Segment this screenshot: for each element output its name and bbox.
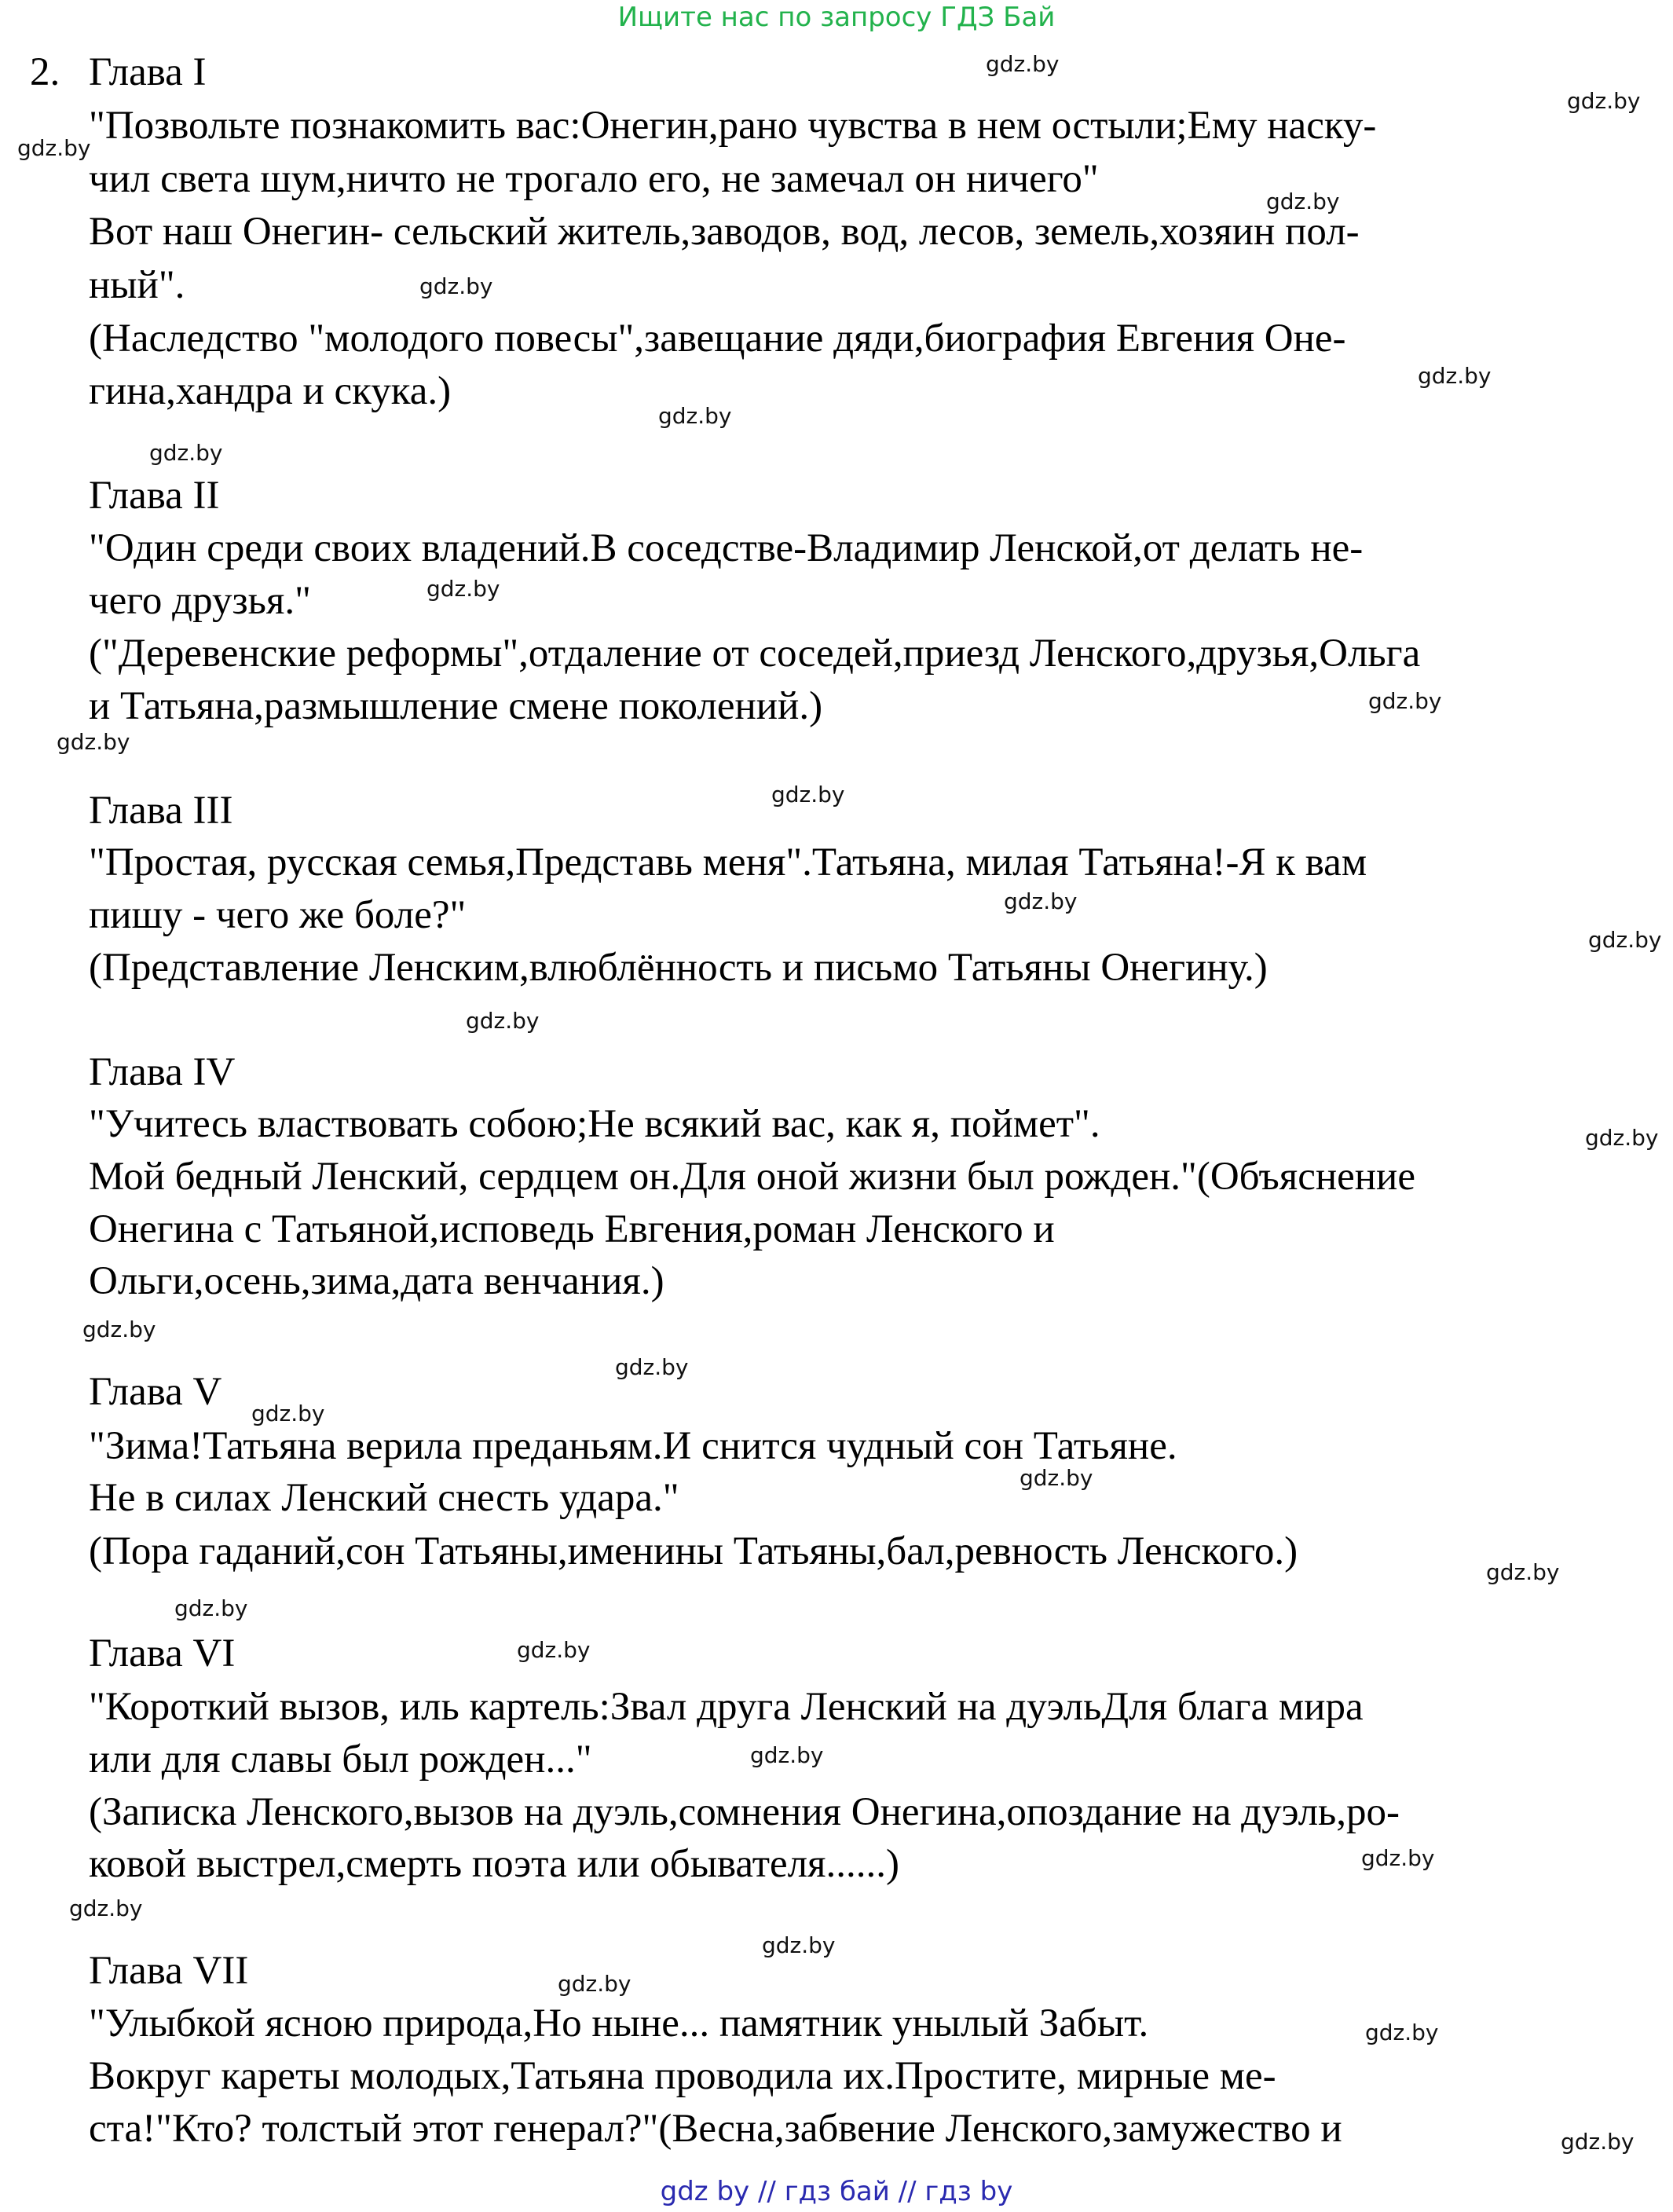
watermark: gdz.by bbox=[57, 729, 130, 755]
text-line: "Короткий вызов, иль картель:Звал друга Ленский на дуэльДля блага мира bbox=[89, 1685, 1364, 1729]
task-number: 2. bbox=[30, 50, 60, 94]
text-line: гина,хандра и скука.) bbox=[89, 369, 452, 413]
text-line: Ольги,осень,зима,дата венчания.) bbox=[89, 1259, 664, 1303]
watermark: gdz.by bbox=[1361, 1845, 1435, 1871]
text-line: (Пора гаданий,сон Татьяны,именины Татьяны,бал,ревность Ленского.) bbox=[89, 1529, 1298, 1573]
watermark: gdz.by bbox=[149, 440, 223, 466]
text-line: (Записка Ленского,вызов на дуэль,сомнения Онегина,опоздание на дуэль,ро- bbox=[89, 1790, 1400, 1834]
watermark: gdz.by bbox=[82, 1317, 156, 1342]
text-line: Вот наш Онегин- сельский житель,заводов, вод, лесов, земель,хозяин пол- bbox=[89, 210, 1360, 254]
text-line: "Позвольте познакомить вас:Онегин,рано чувства в нем остыли;Ему наску- bbox=[89, 104, 1377, 148]
watermark: gdz.by bbox=[1020, 1465, 1093, 1491]
watermark: gdz.by bbox=[558, 1971, 631, 1997]
watermark: gdz.by bbox=[762, 1932, 836, 1958]
watermark: gdz.by bbox=[1486, 1559, 1560, 1585]
watermark: gdz.by bbox=[1418, 363, 1492, 389]
text-line: "Простая, русская семья,Представь меня".Татьяна, милая Татьяна!-Я к вам bbox=[89, 840, 1367, 884]
watermark: gdz.by bbox=[1585, 1125, 1659, 1151]
watermark: gdz.by bbox=[771, 782, 845, 808]
text-line: "Улыбкой ясною природа,Но ныне... памятник унылый Забыт. bbox=[89, 2001, 1149, 2045]
text-line: ковой выстрел,смерть поэта или обывателя......) bbox=[89, 1842, 900, 1886]
watermark: gdz.by bbox=[1365, 2020, 1439, 2045]
text-line: и Татьяна,размышление смене поколений.) bbox=[89, 684, 823, 728]
text-line: Мой бедный Ленский, сердцем он.Для оной жизни был рожден."(Объяснение bbox=[89, 1155, 1415, 1199]
chapter-5-heading: Глава V bbox=[89, 1370, 222, 1414]
watermark: gdz.by bbox=[750, 1742, 824, 1768]
watermark: gdz.by bbox=[658, 403, 732, 429]
watermark: gdz.by bbox=[1567, 88, 1641, 114]
watermark: gdz.by bbox=[251, 1401, 325, 1426]
text-line: "Зима!Татьяна верила преданьям.И снится чудный сон Татьяне. bbox=[89, 1424, 1177, 1468]
watermark: gdz.by bbox=[1368, 688, 1442, 714]
site-footer[interactable]: gdz by // гдз бай // гдз by bbox=[660, 2176, 1013, 2207]
chapter-3-heading: Глава III bbox=[89, 789, 233, 833]
watermark: gdz.by bbox=[615, 1354, 689, 1380]
watermark: gdz.by bbox=[17, 135, 91, 161]
text-line: "Учитесь властвовать собою;Не всякий вас, как я, поймет". bbox=[89, 1102, 1100, 1146]
chapter-2-heading: Глава II bbox=[89, 474, 220, 518]
chapter-6-heading: Глава VI bbox=[89, 1632, 236, 1675]
watermark: gdz.by bbox=[419, 273, 493, 299]
text-line: чил света шум,ничто не трогало его, не замечал он ничего" bbox=[89, 157, 1099, 201]
watermark: gdz.by bbox=[517, 1637, 591, 1663]
watermark: gdz.by bbox=[1004, 888, 1078, 914]
watermark: gdz.by bbox=[1561, 2129, 1635, 2155]
text-line: или для славы был рожден..." bbox=[89, 1738, 592, 1782]
watermark: gdz.by bbox=[69, 1895, 143, 1921]
text-line: пишу - чего же боле?" bbox=[89, 893, 467, 937]
chapter-7-heading: Глава VII bbox=[89, 1949, 249, 1993]
text-line: Онегина с Татьяной,исповедь Евгения,роман Ленского и bbox=[89, 1207, 1055, 1251]
text-line: (Представление Ленским,влюблённость и письмо Татьяны Онегину.) bbox=[89, 946, 1268, 990]
watermark: gdz.by bbox=[986, 51, 1060, 77]
text-line: Вокруг кареты молодых,Татьяна проводила их.Простите, мирные ме- bbox=[89, 2054, 1276, 2098]
text-line: ный". bbox=[89, 263, 185, 307]
watermark: gdz.by bbox=[1266, 189, 1340, 214]
watermark: gdz.by bbox=[426, 576, 500, 602]
text-line: ("Деревенские реформы",отдаление от соседей,приезд Ленского,друзья,Ольга bbox=[89, 632, 1421, 676]
chapter-4-heading: Глава IV bbox=[89, 1050, 236, 1094]
site-banner[interactable]: Ищите нас по запросу ГДЗ Бай bbox=[617, 2, 1056, 33]
text-line: чего друзья." bbox=[89, 579, 311, 623]
text-line: "Один среди своих владений.В соседстве-Владимир Ленской,от делать не- bbox=[89, 526, 1364, 570]
chapter-1-heading: Глава I bbox=[89, 50, 207, 94]
watermark: gdz.by bbox=[1588, 927, 1662, 953]
text-line: (Наследство "молодого повесы",завещание дяди,биография Евгения Оне- bbox=[89, 317, 1346, 361]
text-line: ста!"Кто? толстый этот генерал?"(Весна,забвение Ленского,замужество и bbox=[89, 2107, 1342, 2151]
watermark: gdz.by bbox=[466, 1008, 540, 1034]
watermark: gdz.by bbox=[174, 1595, 248, 1621]
text-line: Не в силах Ленский снесть удара." bbox=[89, 1476, 679, 1520]
